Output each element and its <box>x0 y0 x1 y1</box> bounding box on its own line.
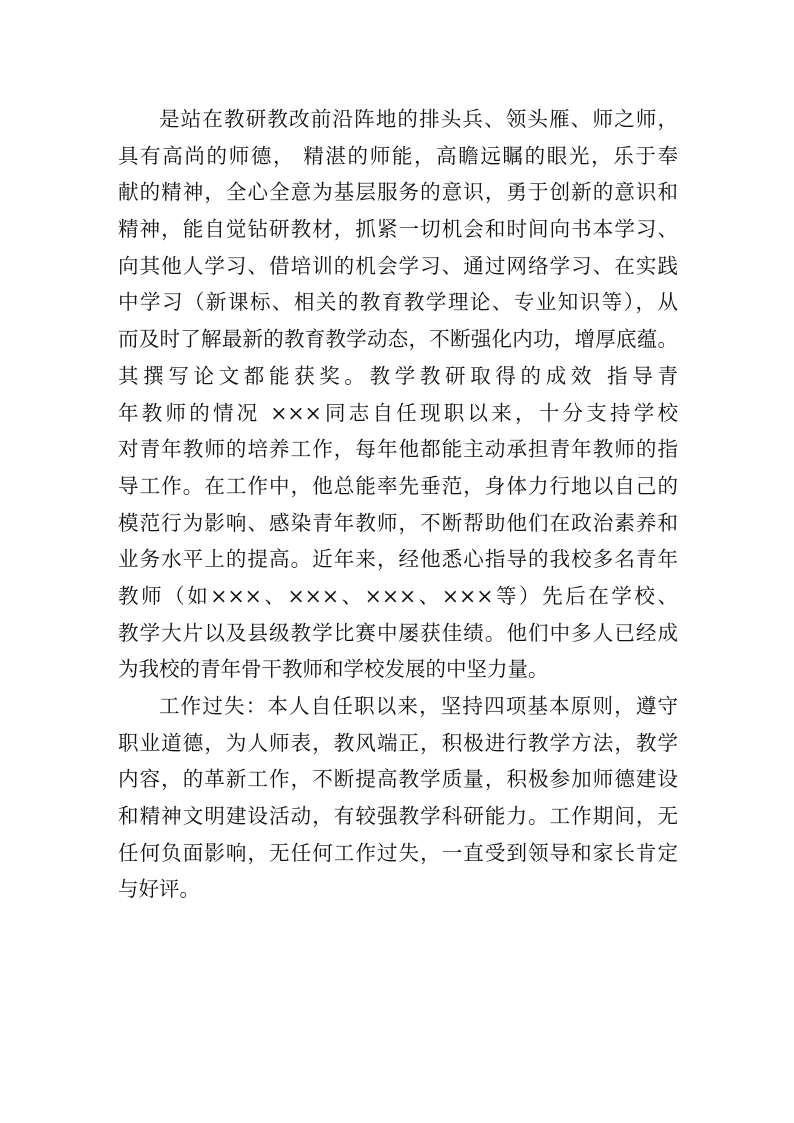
text-line: 工作过失：本人自任职以来，坚持四项基本原则，遵守 <box>159 694 678 718</box>
text-line: 教师（如×××、×××、×××、×××等）先后在学校、 <box>118 583 678 608</box>
text-line: 与好评。 <box>118 877 200 902</box>
text-line: 精神，能自觉钻研教材，抓紧一切机会和时间向书本学习、 <box>118 217 678 242</box>
text-line: 和精神文明建设活动，有较强教学科研能力。工作期间，无 <box>118 804 678 829</box>
text-line: 任何负面影响，无任何工作过失，一直受到领导和家长肯定 <box>118 840 678 865</box>
text-line: 年教师的情况 ×××同志自任现职以来，十分支持学校 <box>118 400 678 425</box>
text-line: 内容，的革新工作，不断提高教学质量，积极参加师德建设 <box>118 767 678 792</box>
text-line: 业务水平上的提高。近年来，经他悉心指导的我校多名青年 <box>118 547 678 572</box>
paragraph-2 <box>118 688 678 908</box>
text-line: 向其他人学习、借培训的机会学习、通过网络学习、在实践 <box>118 253 678 278</box>
text-line: 对青年教师的培养工作，每年他都能主动承担青年教师的指 <box>118 437 678 462</box>
text-line: 模范行为影响、感染青年教师，不断帮助他们在政治素养和 <box>118 510 678 535</box>
text-line: 具有高尚的师德， 精湛的师能，高瞻远瞩的眼光，乐于奉 <box>118 143 678 168</box>
text-line: 其撰写论文都能获奖。教学教研取得的成效 指导青 <box>118 363 678 388</box>
paragraph-1 <box>118 101 678 688</box>
text-line: 职业道德，为人师表，教风端正，积极进行教学方法，教学 <box>118 730 678 755</box>
text-line: 是站在教研教改前沿阵地的排头兵、领头雁、师之师， <box>159 107 678 131</box>
text-line: 教学大片以及县级教学比赛中屡获佳绩。他们中多人已经成 <box>118 620 678 645</box>
text-line: 导工作。在工作中，他总能率先垂范，身体力行地以自己的 <box>118 473 678 498</box>
text-line: 中学习（新课标、相关的教育教学理论、专业知识等），从 <box>118 290 678 315</box>
document-body <box>118 101 678 908</box>
text-line: 而及时了解最新的教育教学动态，不断强化内功，增厚底蕴。 <box>118 327 678 352</box>
text-line: 为我校的青年骨干教师和学校发展的中坚力量。 <box>118 657 549 682</box>
text-line: 献的精神，全心全意为基层服务的意识，勇于创新的意识和 <box>118 180 678 205</box>
